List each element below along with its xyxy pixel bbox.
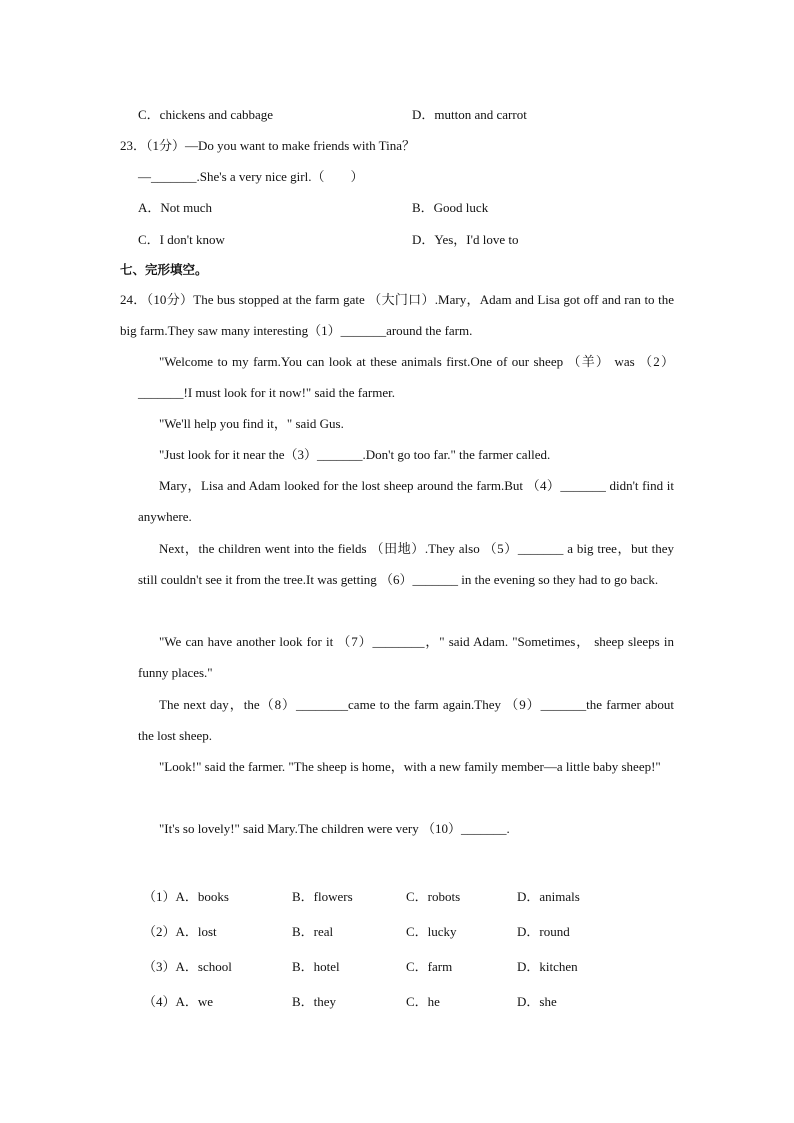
choice-d: D．kitchen — [517, 959, 578, 974]
q24-paragraph: 24．（10分）The bus stopped at the farm gate （大门口）.Mary，Adam and Lisa got off and ran to the big farm.They saw many interesting（1）_______around the farm. — [120, 292, 674, 338]
choice-row — [143, 886, 663, 921]
section-title: 七、完形填空。 — [120, 262, 208, 277]
choice-c: C．robots — [406, 889, 461, 904]
q23-options-cd — [138, 229, 678, 247]
choice-c: C．farm — [406, 959, 453, 974]
q24-paragraph: "We'll help you find it，" said Gus. — [159, 416, 344, 431]
q22-option-d: D．mutton and carrot — [412, 107, 527, 122]
choice-d: D．she — [517, 994, 557, 1009]
choice-a: （4）A．we — [143, 994, 214, 1009]
q24-paragraph: "It's so lovely!" said Mary.The children were very （10）_______. — [159, 821, 510, 836]
q23-option-b: B．Good luck — [412, 200, 489, 215]
choice-d: D．round — [517, 924, 570, 939]
choice-c: C．he — [406, 994, 440, 1009]
q24-choices — [143, 886, 663, 1026]
choice-row — [143, 921, 663, 956]
choice-a: （3）A．school — [143, 959, 232, 974]
choice-b: B．they — [292, 994, 337, 1009]
q24-paragraph: "Just look for it near the（3）_______.Don't go too far." the farmer called. — [159, 447, 551, 462]
q24-paragraph: "Welcome to my farm.You can look at these animals first.One of our sheep （羊） was （2）_______!I must look for it now!" said the farmer. — [138, 354, 674, 400]
q24-paragraph: "We can have another look for it （7）________，" said Adam. "Sometimes， sheep sleeps in funny places." — [138, 634, 674, 680]
q24-paragraph: Mary，Lisa and Adam looked for the lost sheep around the farm.But （4）_______ didn't find it anywhere. — [138, 478, 674, 524]
q23-line2: —_______.She's a very nice girl.（ ） — [138, 169, 364, 184]
q22-option-c: C．chickens and cabbage — [138, 107, 274, 122]
choice-b: B．real — [292, 924, 334, 939]
choice-a: （2）A．lost — [143, 924, 217, 939]
q22-options-cd — [138, 104, 678, 122]
q24-paragraph: The next day，the（8）________came to the farm again.They （9）_______the farmer about the lost sheep. — [138, 697, 674, 743]
q23-option-d: D．Yes，I'd love to — [412, 232, 519, 247]
q23-option-a: A．Not much — [138, 200, 213, 215]
choice-a: （1）A．books — [143, 889, 229, 904]
choice-b: B．flowers — [292, 889, 353, 904]
choice-row — [143, 956, 663, 991]
q24-paragraph: Next，the children went into the fields （田地）.They also （5）_______ a big tree，but they still couldn't see it from the tree.It was getting （6）_______ in the evening so they had to go back. — [138, 541, 674, 587]
q23-stem: 23．（1分）—Do you want to make friends with Tina？ — [120, 138, 416, 153]
q24-paragraph: "Look!" said the farmer. "The sheep is home，with a new family member—a little baby sheep!" — [159, 759, 661, 774]
choice-d: D．animals — [517, 889, 580, 904]
choice-c: C．lucky — [406, 924, 457, 939]
choice-b: B．hotel — [292, 959, 340, 974]
q23-option-c: C．I don't know — [138, 232, 225, 247]
q23-options-ab — [138, 197, 678, 215]
choice-row — [143, 991, 663, 1026]
